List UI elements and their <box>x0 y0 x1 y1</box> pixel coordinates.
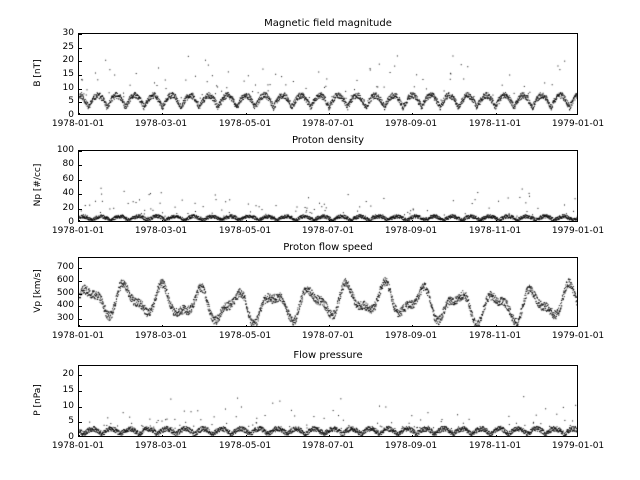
x-tick-label: 1978-01-01 <box>51 119 105 129</box>
x-tick-label: 1978-07-01 <box>301 331 355 341</box>
x-tick-mark <box>329 435 330 437</box>
y-axis-label: Vp [km/s] <box>33 269 43 313</box>
x-tick-mark <box>162 113 163 115</box>
x-tick-label: 1978-09-01 <box>384 119 438 129</box>
x-tick-label: 1978-11-01 <box>468 441 522 451</box>
y-tick-label: 600 <box>56 274 74 285</box>
x-tick-mark <box>162 325 163 327</box>
x-tick-label: 1979-01-01 <box>551 226 605 236</box>
chart-panel-1 <box>33 18 605 129</box>
data-points <box>79 366 578 437</box>
plot-area <box>78 365 578 437</box>
y-tick-label: 0 <box>68 110 74 120</box>
panel-title: Proton flow speed <box>283 242 373 253</box>
x-tick-label: 1978-07-01 <box>301 119 355 129</box>
x-tick-label: 1978-03-01 <box>134 119 188 129</box>
x-tick-mark <box>412 325 413 327</box>
x-tick-mark <box>246 325 247 327</box>
x-tick-label: 1978-07-01 <box>301 226 355 236</box>
x-tick-mark <box>162 220 163 222</box>
y-tick-label: 10 <box>62 82 74 93</box>
x-tick-mark <box>412 220 413 222</box>
y-axis-label: B [nT] <box>33 59 43 87</box>
x-tick-label: 1978-03-01 <box>134 226 188 236</box>
x-tick-mark <box>79 113 80 115</box>
x-tick-mark <box>329 325 330 327</box>
y-tick-mark <box>79 391 82 392</box>
y-tick-label: 20 <box>62 202 74 213</box>
x-tick-mark <box>246 435 247 437</box>
y-tick-label: 20 <box>62 55 74 66</box>
y-tick-mark <box>79 281 82 282</box>
x-tick-label: 1978-11-01 <box>468 226 522 236</box>
y-tick-label: 10 <box>62 400 74 411</box>
y-tick-mark <box>79 407 82 408</box>
x-tick-mark <box>79 325 80 327</box>
y-axis-label: P [nPa] <box>33 384 43 416</box>
plot-area <box>78 150 578 222</box>
x-tick-mark <box>246 113 247 115</box>
y-tick-mark <box>79 102 82 103</box>
x-tick-mark <box>496 325 497 327</box>
y-tick-label: 40 <box>62 188 74 199</box>
y-tick-mark <box>79 165 82 166</box>
x-tick-label: 1979-01-01 <box>551 119 605 129</box>
y-tick-mark <box>79 194 82 195</box>
x-tick-mark <box>79 435 80 437</box>
y-axis-label: Np [#/cc] <box>33 163 43 207</box>
y-tick-mark <box>79 180 82 181</box>
x-tick-label: 1978-03-01 <box>134 331 188 341</box>
plot-area <box>78 257 578 327</box>
x-tick-label: 1978-03-01 <box>134 441 188 451</box>
x-tick-label: 1978-09-01 <box>384 226 438 236</box>
y-tick-label: 15 <box>62 385 74 396</box>
y-tick-mark <box>79 375 82 376</box>
y-tick-label: 400 <box>56 300 74 311</box>
y-tick-label: 60 <box>62 173 74 184</box>
x-tick-label: 1978-01-01 <box>51 226 105 236</box>
data-points <box>79 34 578 115</box>
x-tick-mark <box>79 220 80 222</box>
chart-panel-2 <box>33 135 605 236</box>
data-points <box>79 151 578 222</box>
y-tick-mark <box>79 268 82 269</box>
x-tick-mark <box>496 435 497 437</box>
data-points <box>79 258 578 327</box>
y-tick-label: 20 <box>62 369 74 380</box>
panel-title: Proton density <box>291 135 365 146</box>
x-tick-label: 1978-01-01 <box>51 331 105 341</box>
y-tick-mark <box>79 294 82 295</box>
y-tick-label: 80 <box>62 159 74 170</box>
y-tick-mark <box>79 61 82 62</box>
y-tick-mark <box>79 75 82 76</box>
x-tick-label: 1978-05-01 <box>218 226 272 236</box>
panel-title: Flow pressure <box>293 350 363 361</box>
y-tick-mark <box>79 34 82 35</box>
x-tick-label: 1978-09-01 <box>384 441 438 451</box>
y-tick-label: 5 <box>68 416 74 427</box>
y-tick-mark <box>79 48 82 49</box>
plot-area <box>78 33 578 115</box>
y-tick-label: 15 <box>62 69 74 79</box>
x-tick-mark <box>412 113 413 115</box>
x-tick-label: 1978-05-01 <box>218 331 272 341</box>
y-tick-label: 30 <box>62 28 74 38</box>
x-tick-label: 1978-01-01 <box>51 441 105 451</box>
y-tick-label: 0 <box>68 432 74 442</box>
x-tick-mark <box>329 113 330 115</box>
x-tick-label: 1978-05-01 <box>218 441 272 451</box>
x-tick-label: 1978-11-01 <box>468 331 522 341</box>
x-tick-mark <box>162 435 163 437</box>
x-tick-label: 1978-07-01 <box>301 441 355 451</box>
y-tick-mark <box>79 89 82 90</box>
x-tick-mark <box>329 220 330 222</box>
y-tick-label: 5 <box>68 96 74 107</box>
x-tick-mark <box>496 113 497 115</box>
x-tick-label: 1978-11-01 <box>468 119 522 129</box>
x-tick-mark <box>246 220 247 222</box>
y-tick-label: 0 <box>68 217 74 227</box>
x-tick-label: 1978-09-01 <box>384 331 438 341</box>
y-tick-label: 500 <box>56 287 74 298</box>
x-tick-label: 1979-01-01 <box>551 331 605 341</box>
chart-panel-3 <box>33 242 605 341</box>
y-tick-label: 700 <box>56 262 74 273</box>
y-tick-label: 25 <box>62 41 74 52</box>
x-tick-label: 1979-01-01 <box>551 441 605 451</box>
y-tick-mark <box>79 151 82 152</box>
y-tick-mark <box>79 422 82 423</box>
panel-title: Magnetic field magnitude <box>264 18 392 29</box>
y-tick-mark <box>79 306 82 307</box>
y-tick-label: 100 <box>56 145 74 155</box>
y-tick-mark <box>79 209 82 210</box>
x-tick-mark <box>412 435 413 437</box>
x-tick-mark <box>496 220 497 222</box>
y-tick-label: 300 <box>56 313 74 324</box>
chart-panel-4 <box>33 350 605 451</box>
x-tick-label: 1978-05-01 <box>218 119 272 129</box>
y-tick-mark <box>79 319 82 320</box>
